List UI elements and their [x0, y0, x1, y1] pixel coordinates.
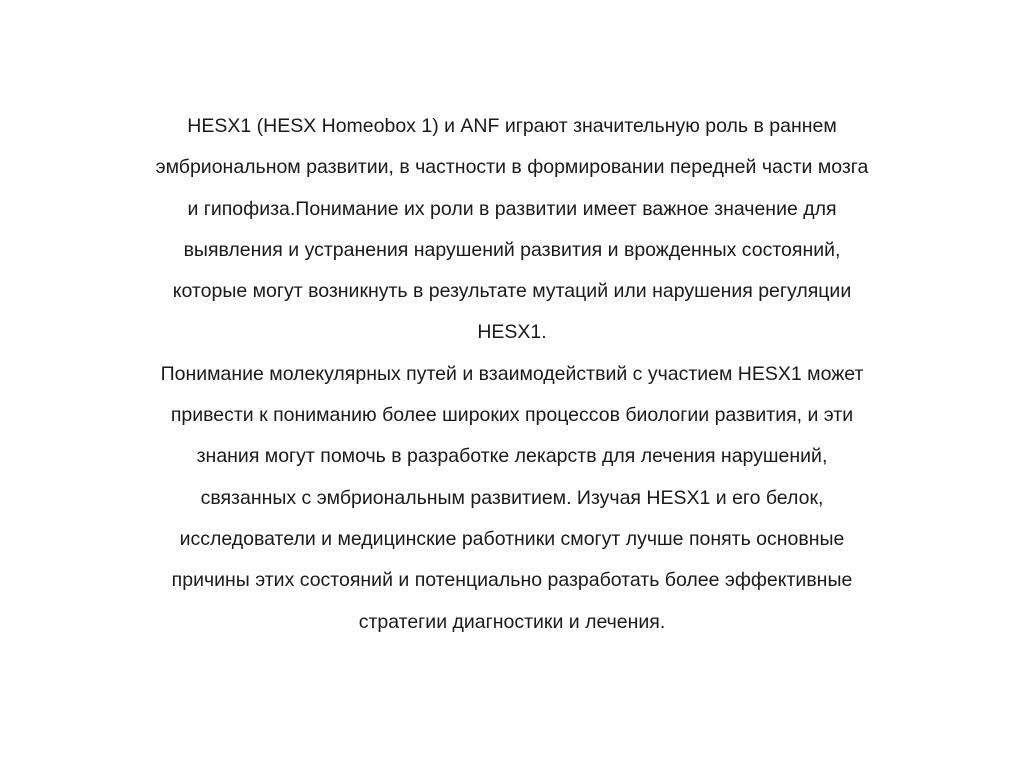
- text-line: HESX1.: [477, 321, 547, 344]
- text-line: привести к пониманию более широких процессов биологии развития, и эти: [170, 404, 854, 427]
- text-line: которые могут возникнуть в результате мутаций или нарушения регуляции: [172, 280, 852, 303]
- text-line: причины этих состояний и потенциально разработать более эффективные: [171, 569, 853, 592]
- text-line: HESX1 (HESX Homeobox 1) и ANF играют значительную роль в раннем: [187, 115, 837, 137]
- text-line: выявления и устранения нарушений развития и врожденных состояний,: [183, 238, 841, 261]
- text-line: исследователи и медицинские работники смогут лучше понять основные: [179, 527, 845, 550]
- text-line: и гипофиза.Понимание их роли в развитии имеет важное значение для: [187, 197, 837, 220]
- text-line: Понимание молекулярных путей и взаимодействий с участием HESX1 может: [160, 362, 864, 385]
- body-text: [60, 106, 964, 643]
- text-line: эмбриональном развитии, в частности в формировании передней части мозга: [155, 156, 869, 179]
- text-line: стратегии диагностики и лечения.: [358, 610, 666, 633]
- text-line: знания могут помочь в разработке лекарств для лечения нарушений,: [196, 445, 828, 468]
- text-line: связанных с эмбриональным развитием. Изучая HESX1 и его белок,: [200, 486, 824, 509]
